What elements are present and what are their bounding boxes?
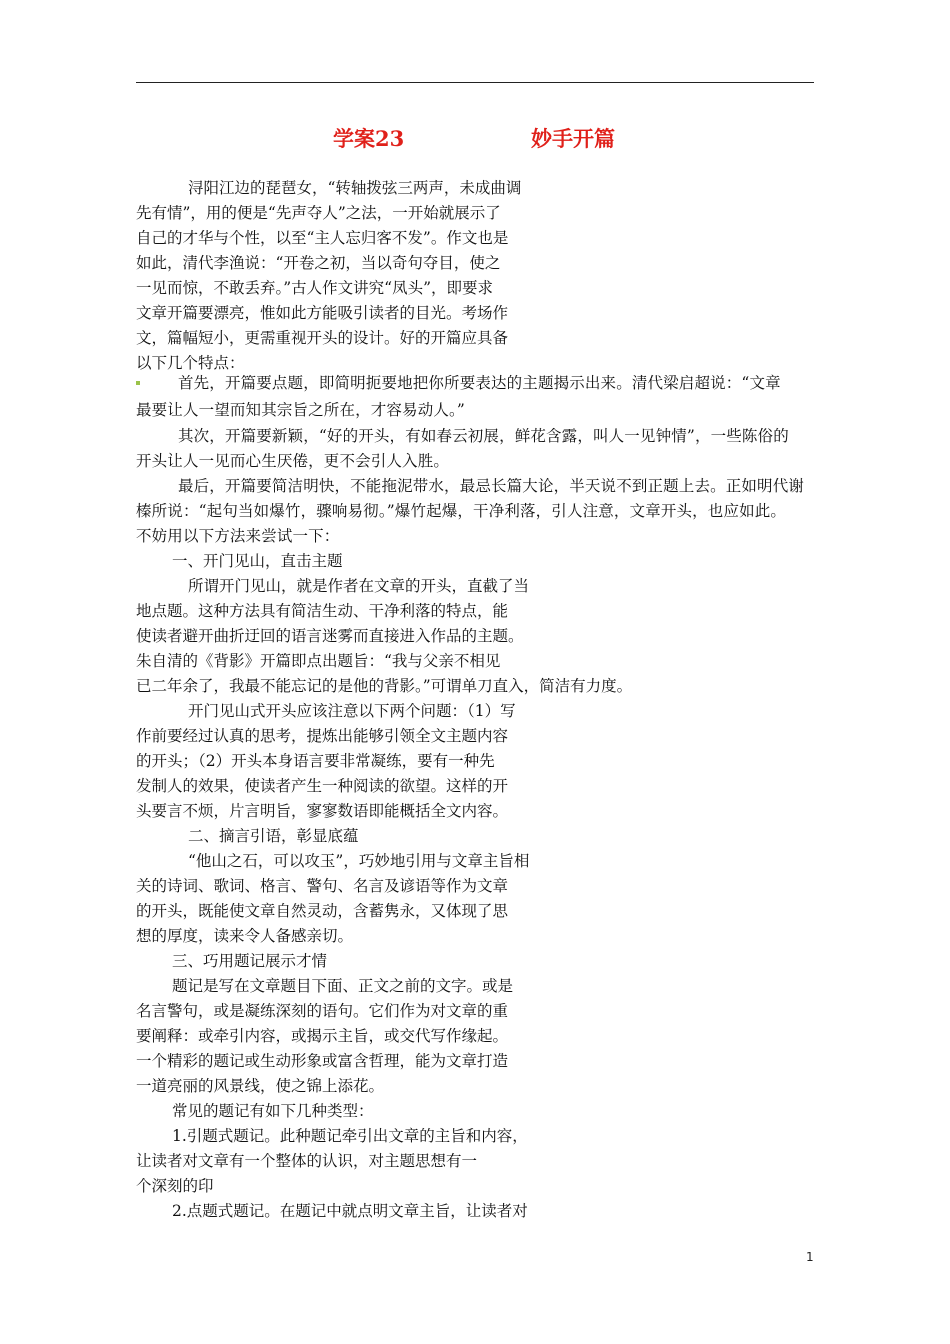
text-line: 发制人的效果，使读者产生一种阅读的欲望。这样的开	[136, 777, 509, 795]
text-line: 如此，清代李渔说：“开卷之初，当以奇句夺目，使之	[136, 254, 501, 272]
text-line: 头要言不烦，片言明旨，寥寥数语即能概括全文内容。	[136, 802, 509, 820]
text-line: 开头让人一见而心生厌倦，更不会引人入胜。	[136, 452, 450, 470]
text-line: 作前要经过认真的思考，提炼出能够引领全文主题内容	[136, 727, 509, 745]
text-line: 题记是写在文章题目下面、正文之前的文字。或是	[172, 977, 514, 995]
text-line: 一道亮丽的风景线，使之锦上添花。	[136, 1077, 385, 1095]
list-item: 2.点题式题记。在题记中就点明文章主旨，让读者对	[172, 1202, 528, 1220]
text-line: 关的诗词、歌词、格言、警句、名言及谚语等作为文章	[136, 877, 509, 895]
page-title	[0, 123, 950, 153]
text-line: 首先，开篇要点题，即简明扼要地把你所要表达的主题揭示出来。清代梁启超说：“文章	[178, 374, 781, 392]
text-line: 朱自清的《背影》开篇即点出题旨：“我与父亲不相见	[136, 652, 501, 670]
text-line: 自己的才华与个性，以至“主人忘归客不发”。作文也是	[136, 229, 509, 247]
text-line: 的开头；（2）开头本身语言要非常凝练，要有一种先	[136, 752, 495, 770]
text-line: 所谓开门见山，就是作者在文章的开头，直截了当	[188, 577, 530, 595]
text-line: 想的厚度，读来令人备感亲切。	[136, 927, 354, 945]
text-line: 使读者避开曲折迂回的语言迷雾而直接进入作品的主题。	[136, 627, 524, 645]
page-number: 1	[806, 1250, 814, 1264]
title-part-1: 学案23	[333, 126, 405, 151]
text-line: 一见而惊，不敢丢弃。”古人作文讲究“凤头”，即要求	[136, 279, 494, 297]
header-rule	[136, 82, 814, 83]
title-part-2: 妙手开篇	[531, 126, 615, 151]
section-heading: 三、巧用题记展示才情	[172, 952, 328, 970]
list-item: 1.引题式题记。此种题记牵引出文章的主旨和内容，	[172, 1127, 528, 1145]
text-line: “他山之石，可以攻玉”，巧妙地引用与文章主旨相	[188, 852, 530, 870]
section-heading: 二、摘言引语，彰显底蕴	[188, 827, 359, 845]
text-line: 最要让人一望而知其宗旨之所在，才容易动人。”	[136, 401, 465, 419]
text-line: 不妨用以下方法来尝试一下：	[136, 527, 340, 545]
text-line: 的开头，既能使文章自然灵动，含蓄隽永，又体现了思	[136, 902, 509, 920]
text-line: 以下几个特点：	[136, 354, 245, 372]
text-line: 文，篇幅短小，更需重视开头的设计。好的开篇应具备	[136, 329, 509, 347]
text-line: 其次，开篇要新颖，“好的开头，有如春云初展，鲜花含露，叫人一见钟情”，一些陈俗的	[178, 427, 789, 445]
text-line: 先有情”，用的便是“先声夺人”之法，一开始就展示了	[136, 204, 501, 222]
text-line: 一个精彩的题记或生动形象或富含哲理，能为文章打造	[136, 1052, 509, 1070]
text-line: 要阐释：或牵引内容，或揭示主旨，或交代写作缘起。	[136, 1027, 509, 1045]
text-line: 榛所说：“起句当如爆竹，骤响易彻。”爆竹起爆，干净利落，引人注意，文章开头，也应如此。	[136, 502, 787, 520]
text-line: 常见的题记有如下几种类型：	[172, 1102, 374, 1120]
text-line: 已二年余了，我最不能忘记的是他的背影。”可谓单刀直入，简洁有力度。	[136, 677, 633, 695]
text-line: 最后，开篇要简洁明快，不能拖泥带水，最忌长篇大论，半天说不到正题上去。正如明代谢	[178, 477, 805, 495]
margin-marker	[136, 381, 140, 385]
section-heading: 一、开门见山，直击主题	[172, 552, 343, 570]
text-line: 浔阳江边的琵琶女，“转轴拨弦三两声，未成曲调	[188, 179, 522, 197]
text-line: 个深刻的印	[136, 1177, 214, 1195]
text-line: 让读者对文章有一个整体的认识，对主题思想有一	[136, 1152, 478, 1170]
text-line: 开门见山式开头应该注意以下两个问题：（1）写	[188, 702, 516, 720]
text-line: 文章开篇要漂亮，惟如此方能吸引读者的目光。考场作	[136, 304, 509, 322]
text-line: 名言警句，或是凝练深刻的语句。它们作为对文章的重	[136, 1002, 509, 1020]
text-line: 地点题。这种方法具有简洁生动、干净利落的特点，能	[136, 602, 509, 620]
